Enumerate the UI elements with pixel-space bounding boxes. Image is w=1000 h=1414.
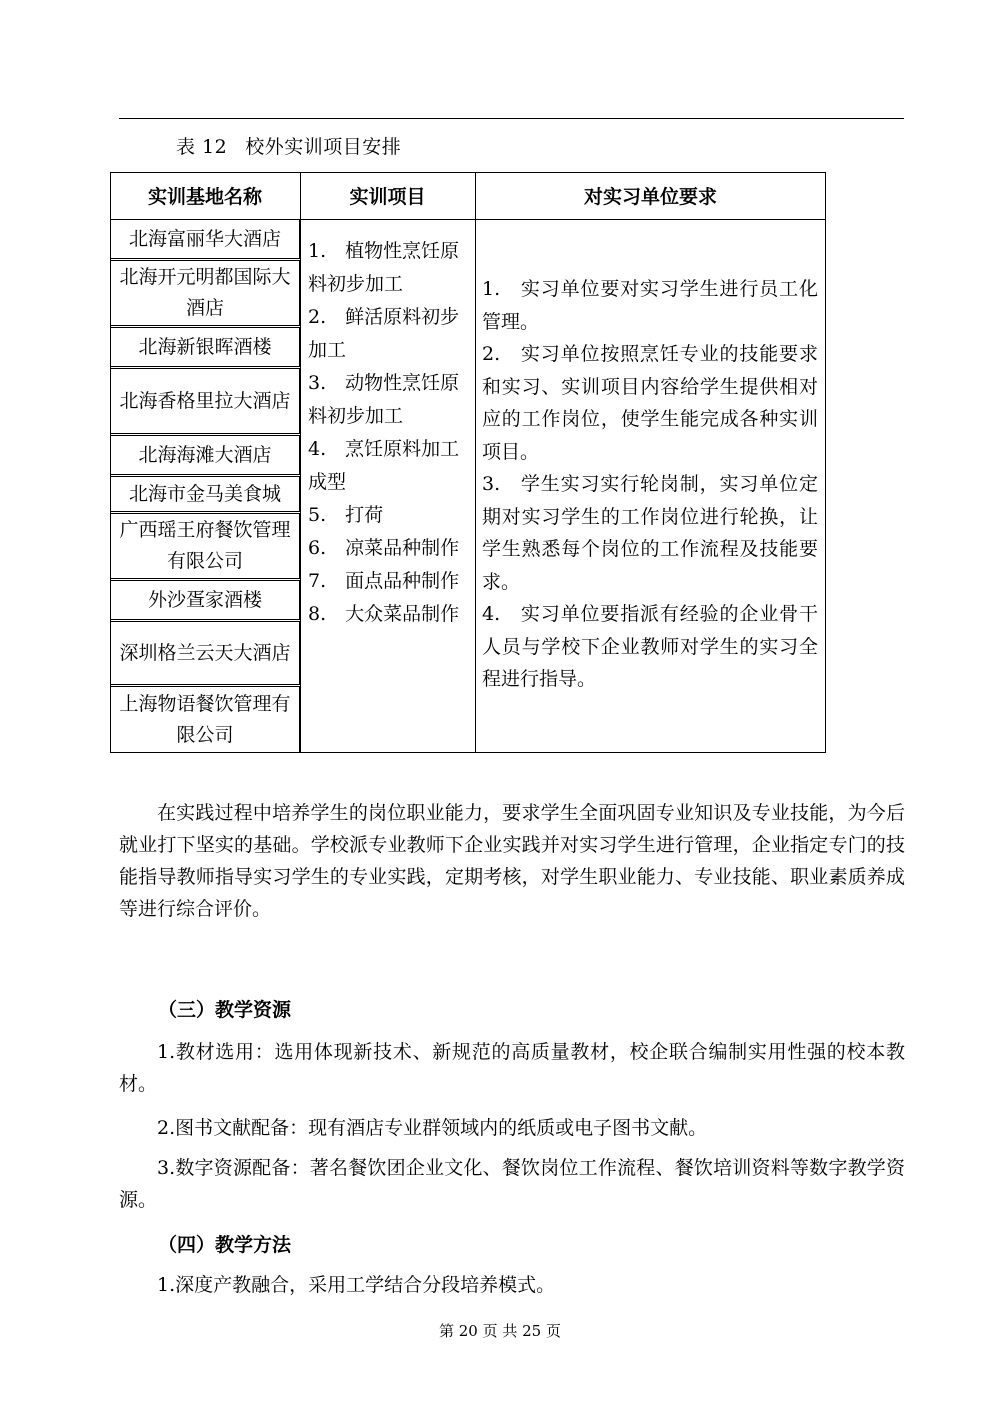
base-cell-6: 北海市金马美食城 bbox=[110, 476, 300, 512]
requirement-item: 2. 实习单位按照烹饪专业的技能要求和实习、实训项目内容给学生提供相对应的工作岗位，使学生能完成各种实训项目。 bbox=[482, 343, 818, 463]
practice-paragraph: 在实践过程中培养学生的岗位职业能力，要求学生全面巩固专业知识及专业技能，为今后就业打下坚实的基础。学校派专业教师下企业实践并对实习学生进行管理，企业指定专门的技能指导教师指导实习学生的专业实践，定期考核，对学生职业能力、专业技能、职业素质养成等进行综合评价。 bbox=[119, 802, 905, 920]
project-item: 6. 凉菜品种制作 bbox=[308, 537, 460, 559]
project-item: 5. 打荷 bbox=[308, 504, 384, 526]
resource-item-1: 1.教材选用：选用体现新技术、新规范的高质量教材，校企联合编制实用性强的校本教材。 bbox=[119, 1041, 905, 1095]
base-cell-10: 上海物语餐饮管理有限公司 bbox=[110, 686, 300, 753]
project-item: 2. 鲜活原料初步加工 bbox=[308, 306, 460, 361]
section-3-title: （三）教学资源 bbox=[158, 999, 292, 1021]
resource-item-3: 3.数字资源配备：著名餐饮团企业文化、餐饮岗位工作流程、餐饮培训资料等数字教学资源。 bbox=[119, 1157, 905, 1211]
page-footer: 第 20 页 共 25 页 bbox=[438, 1322, 561, 1340]
requirements-list bbox=[482, 273, 818, 696]
project-item: 7. 面点品种制作 bbox=[308, 570, 460, 592]
project-item: 8. 大众菜品制作 bbox=[308, 603, 460, 625]
requirement-item: 4. 实习单位要指派有经验的企业骨干人员与学校下企业教师对学生的实习全程进行指导。 bbox=[482, 603, 818, 690]
training-table bbox=[110, 172, 826, 753]
base-cell-2: 北海开元明都国际大酒店 bbox=[110, 260, 300, 326]
project-item: 3. 动物性烹饪原料初步加工 bbox=[308, 372, 460, 427]
base-cell-1: 北海富丽华大酒店 bbox=[110, 219, 300, 259]
base-cell-4: 北海香格里拉大酒店 bbox=[110, 368, 300, 434]
section-4-title: （四）教学方法 bbox=[158, 1234, 292, 1256]
base-cell-3: 北海新银晖酒楼 bbox=[110, 327, 300, 367]
header-requirements: 对实习单位要求 bbox=[583, 186, 717, 208]
caption-title: 校外实训项目安排 bbox=[245, 136, 402, 158]
header-rule bbox=[119, 118, 904, 119]
column-divider-2 bbox=[475, 172, 476, 753]
table-caption bbox=[176, 133, 401, 161]
requirement-item: 3. 学生实习实行轮岗制，实习单位定期对实习学生的工作岗位进行轮换，让学生熟悉每个岗位的工作流程及技能要求。 bbox=[482, 473, 818, 593]
resource-item-2: 2.图书文献配备：现有酒店专业群领域内的纸质或电子图书文献。 bbox=[157, 1117, 708, 1139]
caption-label: 表 12 bbox=[176, 136, 228, 158]
header-base-name: 实训基地名称 bbox=[147, 186, 262, 208]
project-item: 4. 烹饪原料加工成型 bbox=[308, 438, 460, 493]
base-cell-7: 广西瑶王府餐饮管理有限公司 bbox=[110, 513, 300, 579]
project-list bbox=[308, 235, 468, 631]
column-divider-1 bbox=[300, 172, 301, 753]
base-cell-5: 北海海滩大酒店 bbox=[110, 435, 300, 475]
requirement-item: 1. 实习单位要对实习学生进行员工化管理。 bbox=[482, 278, 818, 333]
method-item-1: 1.深度产教融合，采用工学结合分段培养模式。 bbox=[157, 1274, 556, 1296]
header-project: 实训项目 bbox=[349, 186, 426, 208]
base-cell-9: 深圳格兰云天大酒店 bbox=[110, 621, 300, 685]
base-cell-8: 外沙疍家酒楼 bbox=[110, 580, 300, 620]
project-item: 1. 植物性烹饪原料初步加工 bbox=[308, 240, 460, 295]
